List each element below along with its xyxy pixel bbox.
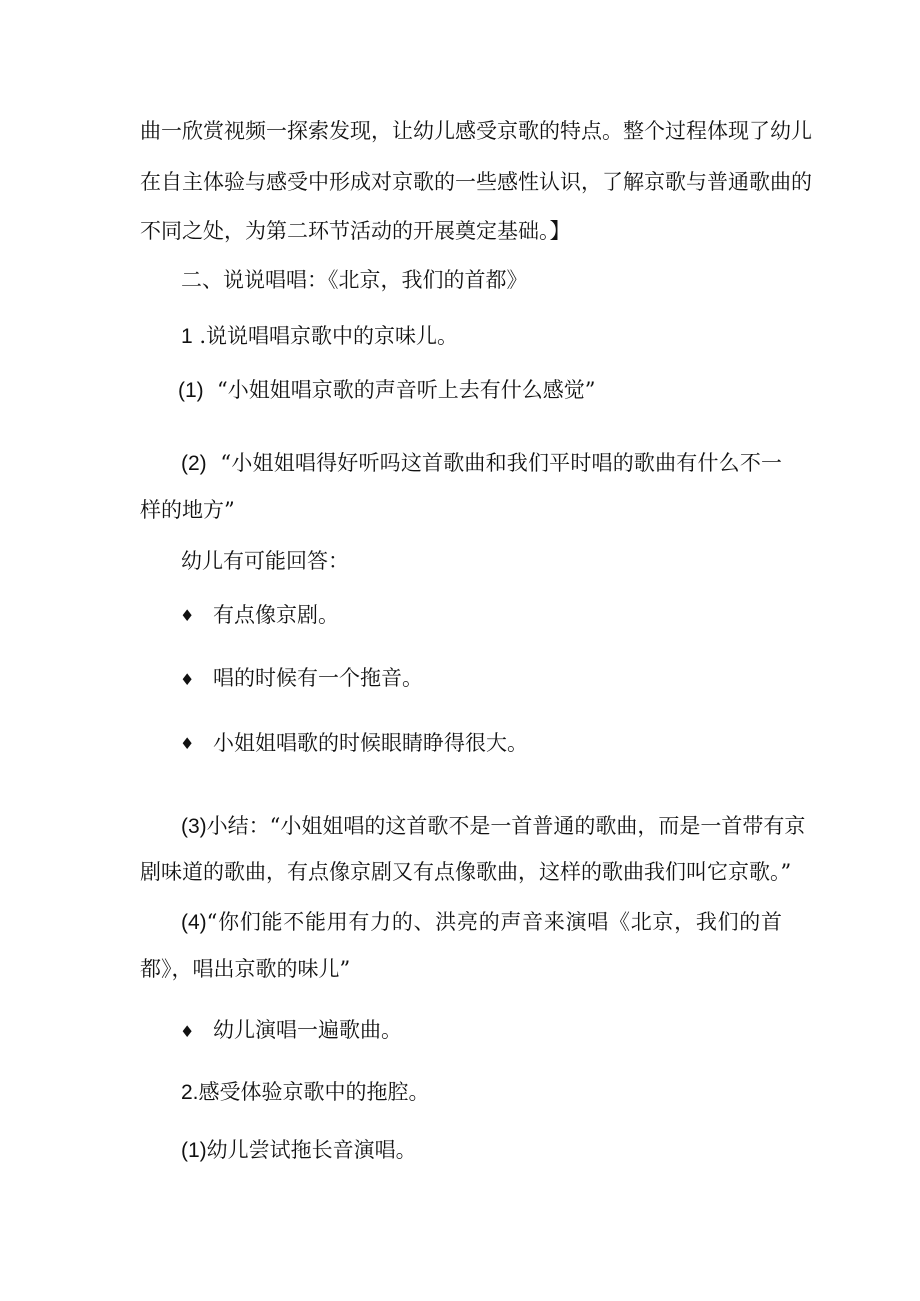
- bullet-diamond-icon: ♦: [180, 670, 195, 689]
- question-2-line-2: 样的地方”: [140, 498, 235, 522]
- sub-item-2-number: 2.: [181, 1081, 199, 1104]
- question-4-line-1: [181, 908, 782, 937]
- question-1-text: “小姐姐唱京歌的声音听上去有什么感觉”: [217, 378, 596, 402]
- step-1-text: 幼儿尝试拖长音演唱。: [206, 1138, 417, 1162]
- question-3-number: (3): [181, 815, 207, 838]
- sub-item-2: [181, 1078, 430, 1107]
- question-2-line-1: [181, 449, 782, 478]
- answers-intro: 幼儿有可能回答：: [181, 549, 349, 573]
- question-4-text-line-1: “你们能不能用有力的、洪亮的声音来演唱《北京，我们的首: [206, 910, 782, 934]
- intro-line-1: 曲一欣赏视频一探索发现，让幼儿感受京歌的特点。整个过程体现了幼儿: [140, 119, 812, 143]
- sub-item-1-number: 1: [181, 325, 193, 348]
- question-4-number: (4): [181, 911, 207, 934]
- bullet-diamond-icon: ♦: [180, 734, 195, 753]
- intro-line-2: 在自主体验与感受中形成对京歌的一些感性认识，了解京歌与普通歌曲的: [140, 170, 812, 194]
- section-heading: 二、说说唱唱：《北京，我们的首都》: [181, 268, 528, 292]
- answer-item-3: 小姐姐唱歌的时候眼睛睁得很大。: [213, 731, 528, 755]
- question-3-text-line-1: 小结：“小姐姐唱的这首歌不是一首普通的歌曲，而是一首带有京: [206, 814, 806, 838]
- question-2-number: (2): [181, 452, 207, 475]
- question-3-line-2: 剧味道的歌曲，有点像京剧又有点像歌曲，这样的歌曲我们叫它京歌。”: [140, 860, 792, 884]
- sub-item-1: [181, 322, 458, 351]
- question-2-text-line-1: “小姐姐唱得好听吗这首歌曲和我们平时唱的歌曲有什么不一: [220, 451, 783, 475]
- bullet-diamond-icon: ♦: [180, 606, 195, 625]
- answer-item-2: 唱的时候有一个拖音。: [213, 666, 423, 690]
- step-1-number: (1): [181, 1139, 207, 1162]
- sub-item-2-text: 感受体验京歌中的拖腔。: [198, 1080, 430, 1104]
- activity-item: 幼儿演唱一遍歌曲。: [213, 1018, 402, 1042]
- question-1-number: (1): [178, 379, 204, 402]
- bullet-diamond-icon: ♦: [180, 1022, 195, 1041]
- intro-line-3: 不同之处，为第二环节活动的开展奠定基础。】: [140, 219, 571, 243]
- question-4-line-2: 都》，唱出京歌的味儿”: [140, 957, 351, 981]
- answer-item-1: 有点像京剧。: [213, 603, 339, 627]
- question-3-line-1: [181, 812, 806, 841]
- step-1: [181, 1136, 417, 1165]
- sub-item-1-text: .说说唱唱京歌中的京味儿。: [192, 324, 459, 348]
- question-1: [178, 376, 596, 405]
